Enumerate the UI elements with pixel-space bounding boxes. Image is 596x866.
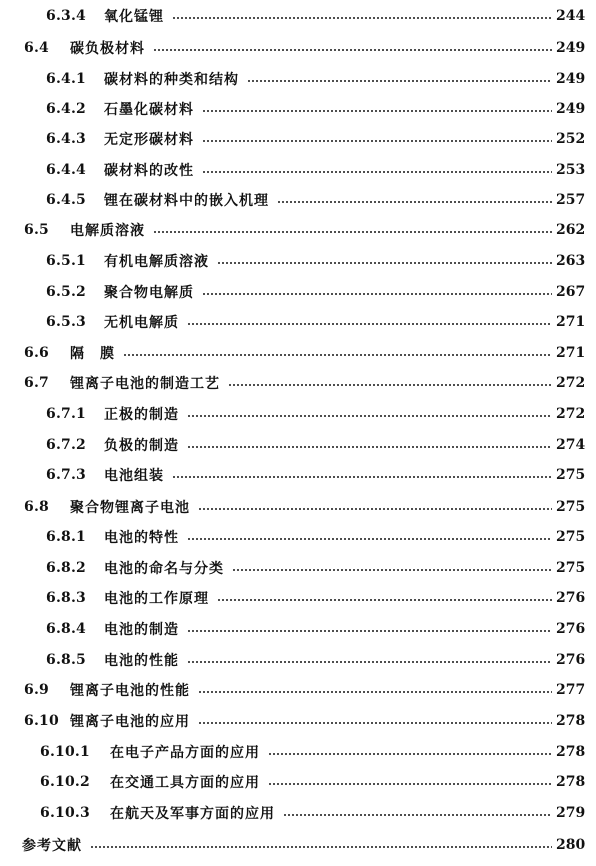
toc-entry[interactable]: [46, 277, 584, 307]
toc-entry[interactable]: [46, 614, 584, 644]
toc-entry-page: 271: [556, 314, 586, 330]
toc-entry-page: 278: [556, 744, 586, 760]
dot-leader: [268, 783, 552, 785]
toc-entry-page: 276: [556, 621, 586, 637]
dot-leader: [283, 814, 552, 816]
toc-entry-page: 263: [556, 253, 586, 269]
toc-entry-title: 锂离子电池的应用: [70, 714, 190, 730]
toc-entry-number: 6.10.1: [40, 744, 90, 760]
toc-entry-page: 272: [556, 375, 586, 391]
toc-entry-title: 锂离子电池的制造工艺: [70, 376, 220, 392]
toc-entry-title: 正极的制造: [104, 407, 179, 423]
toc-entry[interactable]: [46, 399, 584, 429]
toc-entry[interactable]: [40, 798, 584, 828]
toc-entry[interactable]: [46, 460, 584, 490]
toc-entry-number: 6.5.1: [46, 253, 86, 269]
dot-leader: [187, 630, 552, 632]
dot-leader: [217, 599, 552, 601]
toc-entry[interactable]: [46, 583, 584, 613]
toc-entry-title: 负极的制造: [104, 438, 179, 454]
toc-entry-page: 262: [556, 222, 586, 238]
toc-entry-title: 氧化锰锂: [104, 9, 164, 25]
toc-entry[interactable]: [46, 155, 584, 185]
dot-leader: [153, 49, 552, 51]
toc-entry-title: 聚合物电解质: [104, 285, 194, 301]
toc-entry-number: 6.8.4: [46, 621, 86, 637]
dot-leader: [202, 140, 552, 142]
toc-entry-number: 6.4: [24, 40, 49, 56]
dot-leader: [202, 110, 552, 112]
dot-leader: [153, 231, 552, 233]
toc-entry-title: 无机电解质: [104, 315, 179, 331]
toc-entry[interactable]: [46, 185, 584, 215]
dot-leader: [198, 508, 552, 510]
toc-entry-page: 278: [556, 774, 586, 790]
toc-entry-number: 6.8.5: [46, 652, 86, 668]
dot-leader: [172, 17, 552, 19]
toc-entry-title: 锂离子电池的性能: [70, 683, 190, 699]
dot-leader: [90, 846, 552, 848]
toc-entry-number: 6.4.2: [46, 101, 86, 117]
toc-entry[interactable]: [46, 124, 584, 154]
toc-entry[interactable]: [40, 767, 584, 797]
toc-entry-page: 279: [556, 805, 586, 821]
dot-leader: [228, 384, 552, 386]
toc-entry[interactable]: [46, 307, 584, 337]
toc-entry-number: 6.7: [24, 375, 49, 391]
dot-leader: [247, 80, 552, 82]
dot-leader: [187, 661, 552, 663]
toc-entry[interactable]: [24, 33, 584, 63]
toc-entry-number: 6.4.1: [46, 71, 86, 87]
toc-entry-page: 275: [556, 529, 586, 545]
toc-entry-page: 267: [556, 284, 586, 300]
toc-entry-title: 电池的工作原理: [104, 591, 209, 607]
toc-entry-title: 石墨化碳材料: [104, 102, 194, 118]
toc-entry[interactable]: [46, 64, 584, 94]
toc-entry-page: 249: [556, 71, 586, 87]
toc-entry[interactable]: [24, 492, 584, 522]
dot-leader: [187, 323, 552, 325]
toc-entry-title: 锂在碳材料中的嵌入机理: [104, 193, 269, 209]
toc-entry-page: 274: [556, 437, 586, 453]
toc-entry-title: 有机电解质溶液: [104, 254, 209, 270]
toc-entry-title: 聚合物锂离子电池: [70, 500, 190, 516]
dot-leader: [268, 753, 552, 755]
toc-entry[interactable]: [46, 1, 584, 31]
dot-leader: [187, 446, 552, 448]
toc-entry[interactable]: [24, 215, 584, 245]
toc-entry-number: 6.10.2: [40, 774, 90, 790]
toc-entry-page: 252: [556, 131, 586, 147]
toc-entry-title: 无定形碳材料: [104, 132, 194, 148]
toc-entry-page: 249: [556, 101, 586, 117]
dot-leader: [123, 354, 552, 356]
toc-entry-number: 6.8: [24, 499, 49, 515]
dot-leader: [198, 691, 552, 693]
toc-entry-number: 6.9: [24, 682, 49, 698]
toc-entry[interactable]: [24, 368, 584, 398]
toc-entry-page: 271: [556, 345, 586, 361]
toc-entry[interactable]: [46, 522, 584, 552]
toc-entry[interactable]: [40, 737, 584, 767]
dot-leader: [198, 722, 552, 724]
dot-leader: [277, 201, 552, 203]
toc-entry[interactable]: [46, 94, 584, 124]
toc-entry-page: 276: [556, 652, 586, 668]
toc-entry-title: 在航天及军事方面的应用: [110, 806, 275, 822]
toc-entry-page: 257: [556, 192, 586, 208]
dot-leader: [187, 538, 552, 540]
dot-leader: [202, 293, 552, 295]
toc-entry-title: 在交通工具方面的应用: [110, 775, 260, 791]
toc-entry-page: 249: [556, 40, 586, 56]
toc-entry-title: 碳材料的种类和结构: [104, 72, 239, 88]
toc-entry-number: 6.5: [24, 222, 49, 238]
toc-entry-number: 6.8.2: [46, 560, 86, 576]
toc-entry-page: 278: [556, 713, 586, 729]
toc-entry[interactable]: [46, 645, 584, 675]
toc-entry-number: 6.7.2: [46, 437, 86, 453]
toc-entry-number: 6.4.5: [46, 192, 86, 208]
toc-entry[interactable]: [24, 675, 584, 705]
toc-entry-title: 电池的命名与分类: [104, 561, 224, 577]
toc-entry-number: 6.7.1: [46, 406, 86, 422]
toc-entry-number: 6.7.3: [46, 467, 86, 483]
toc-entry[interactable]: [24, 338, 584, 368]
toc-entry-title: 参考文献: [22, 838, 82, 854]
toc-entry[interactable]: [22, 830, 584, 860]
toc-entry-number: 6.4.3: [46, 131, 86, 147]
toc-entry-title: 在电子产品方面的应用: [110, 745, 260, 761]
toc-entry-title: 电池组装: [104, 468, 164, 484]
toc-entry-number: 6.6: [24, 345, 49, 361]
toc-entry-number: 6.5.3: [46, 314, 86, 330]
toc-entry-title: 隔 膜: [70, 346, 115, 362]
toc-entry-number: 6.10: [24, 713, 59, 729]
toc-entry-title: 碳负极材料: [70, 41, 145, 57]
toc-entry-page: 280: [556, 837, 586, 853]
toc-entry-page: 276: [556, 590, 586, 606]
dot-leader: [232, 569, 552, 571]
toc-entry-page: 275: [556, 499, 586, 515]
toc-entry-number: 6.3.4: [46, 8, 86, 24]
toc-entry-title: 碳材料的改性: [104, 163, 194, 179]
toc-entry-page: 277: [556, 682, 586, 698]
toc-entry-page: 275: [556, 560, 586, 576]
toc-entry-number: 6.8.1: [46, 529, 86, 545]
toc-entry[interactable]: [46, 430, 584, 460]
toc-entry-number: 6.8.3: [46, 590, 86, 606]
toc-entry-number: 6.4.4: [46, 162, 86, 178]
toc-entry-page: 244: [556, 8, 586, 24]
dot-leader: [187, 415, 552, 417]
toc-entry[interactable]: [24, 706, 584, 736]
toc-entry-title: 电池的特性: [104, 530, 179, 546]
toc-entry-number: 6.5.2: [46, 284, 86, 300]
dot-leader: [172, 476, 552, 478]
toc-entry-page: 272: [556, 406, 586, 422]
dot-leader: [217, 262, 552, 264]
toc-entry[interactable]: [46, 553, 584, 583]
toc-entry-page: 253: [556, 162, 586, 178]
toc-entry-title: 电池的性能: [104, 653, 179, 669]
dot-leader: [202, 171, 552, 173]
toc-entry-title: 电解质溶液: [70, 223, 145, 239]
toc-entry-title: 电池的制造: [104, 622, 179, 638]
toc-entry-number: 6.10.3: [40, 805, 90, 821]
toc-entry-page: 275: [556, 467, 586, 483]
toc-entry[interactable]: [46, 246, 584, 276]
